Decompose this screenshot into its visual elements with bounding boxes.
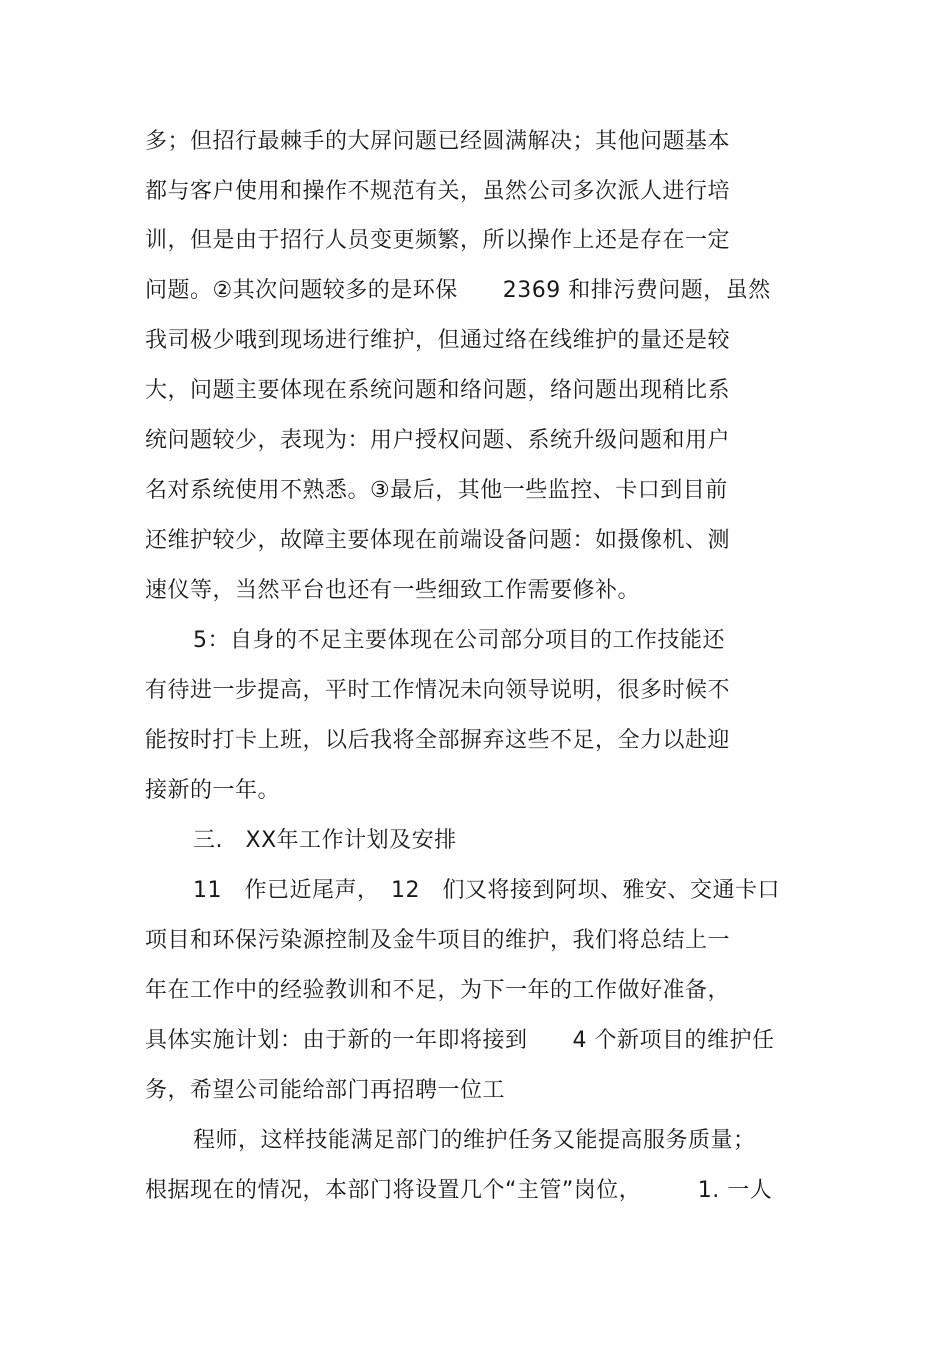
text-line: 统问题较少，表现为：用户授权问题、系统升级问题和用户 bbox=[145, 428, 731, 453]
section-heading: 三. XX年工作计划及安排 bbox=[193, 828, 457, 853]
text-line: 务，希望公司能给部门再招聘一位工 bbox=[145, 1078, 506, 1103]
text-line: 大，问题主要体现在系统问题和络问题，络问题出现稍比系 bbox=[145, 378, 731, 403]
text-line: 能按时打卡上班，以后我将全部摒弃这些不足，全力以赴迎 bbox=[145, 728, 731, 753]
text-line: 速仪等，当然平台也还有一些细致工作需要修补。 bbox=[145, 578, 641, 603]
text-line: 训，但是由于招行人员变更频繁，所以操作上还是存在一定 bbox=[145, 228, 731, 253]
paragraph-first-line: 程师，这样技能满足部门的维护任务又能提高服务质量； bbox=[193, 1128, 756, 1153]
text-line: 项目和环保污染源控制及金牛项目的维护，我们将总结上一 bbox=[145, 928, 731, 953]
text-line: 还维护较少，故障主要体现在前端设备问题：如摄像机、测 bbox=[145, 528, 731, 553]
text-line: 有待进一步提高，平时工作情况未向领导说明，很多时候不 bbox=[145, 678, 731, 703]
text-line: 接新的一年。 bbox=[145, 778, 281, 803]
text-line: 具体实施计划：由于新的一年即将接到 4 个新项目的维护任 bbox=[145, 1028, 775, 1053]
text-line: 年在工作中的经验教训和不足，为下一年的工作做好准备， bbox=[145, 978, 731, 1003]
text-line: 根据现在的情况，本部门将设置几个“主管”岗位， 1. 一人 bbox=[145, 1178, 773, 1203]
paragraph-first-line: 5：自身的不足主要体现在公司部分项目的工作技能还 bbox=[193, 628, 725, 653]
text-line: 我司极少哦到现场进行维护，但通过络在线维护的量还是较 bbox=[145, 328, 731, 353]
paragraph-first-line: 11 作已近尾声， 12 们又将接到阿坝、雅安、交通卡口 bbox=[193, 878, 780, 903]
text-line: 都与客户使用和操作不规范有关，虽然公司多次派人进行培 bbox=[145, 179, 731, 204]
text-line: 问题。②其次问题较多的是环保 2369 和排污费问题，虽然 bbox=[145, 278, 771, 303]
text-line: 名对系统使用不熟悉。③最后，其他一些监控、卡口到目前 bbox=[145, 478, 728, 503]
text-line: 多；但招行最棘手的大屏问题已经圆满解决；其他问题基本 bbox=[145, 129, 731, 154]
